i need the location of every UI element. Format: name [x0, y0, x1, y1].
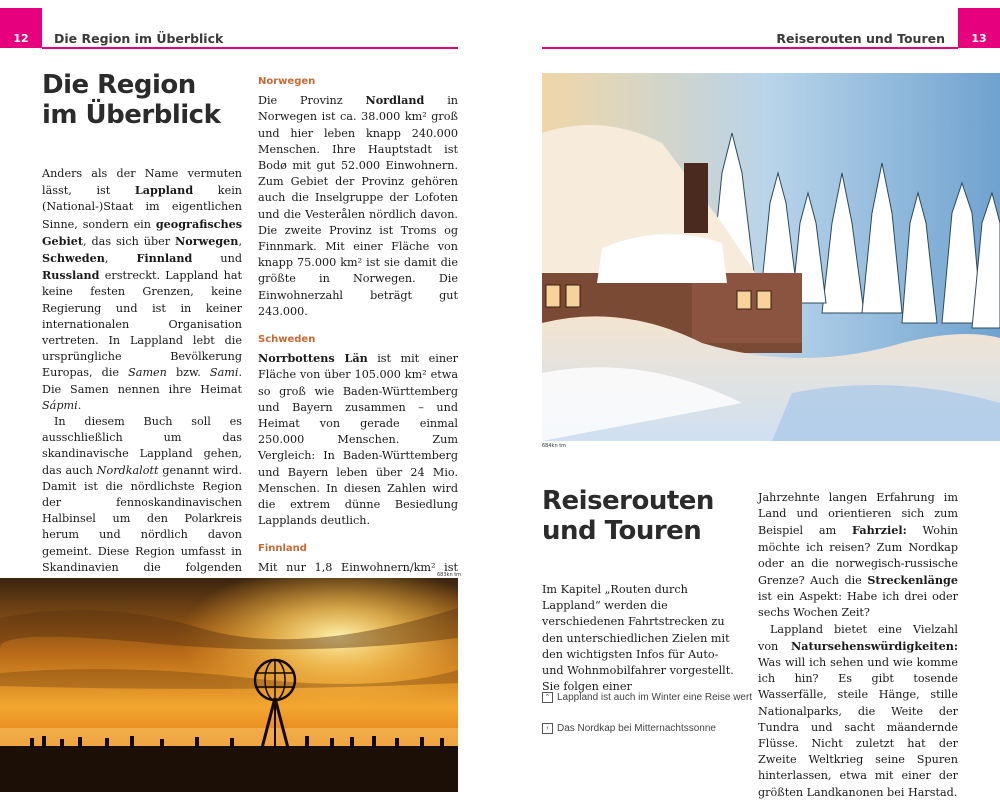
nordkap-sunset-photo [0, 578, 458, 792]
intro-paragraph: Anders als der Name vermuten lässt, ist Lappland kein (National-)Staat im eigentlichen Sinne, sondern ein geografisches Gebiet, das sich über Norwegen, Schweden, Finnland und Russland erstreckt. Lappland hat keine festen Grenzen, keine Regierung und ist in keiner internationalen Organisation vertreten. In Lappland lebt die ursprüngliche Bevölkerung Europas, die Samen bzw. Sami. Die Samen nennen ihre Heimat Sápmi. [42, 167, 242, 412]
travel-goals-paragraph: Jahrzehnte langen Erfahrung im Land und orientieren sich zum Beispiel am Fahrziel: Wohin möchte ich reisen? Zum Nordkap oder an die norwegisch-russische Grenze? Auch die Streckenlänge ist ein Aspekt: Habe ich drei oder sechs Wochen Zeit? [758, 491, 958, 620]
caption-nordkap-text: Das Nordkap bei Mitternachtssonne [557, 723, 716, 734]
region-paragraph: In diesem Buch soll es ausschließlich um das skandinavische Lappland gehen, das auch Nordkalott genannt wird. Damit ist die nördlichste Region der fennoskandinavischen Halbinsel um den Polarkreis herum und nördlich davon gemeint. Diese Region umfasst in Skandinavien die folgenden [42, 415, 242, 574]
finnland-paragraph: Mit nur 1,8 Einwohnern/km² ist [258, 560, 458, 574]
schweden-paragraph: Norrbottens Län ist mit einer Fläche von über 105.000 km² etwa so groß wie Baden-Württemberg und Bayern zusammen – und Heimat von gerade einmal 250.000 Menschen. Zum Vergleich: In Baden-Württemberg und Bayern leben über 24 Mio. Menschen. In diesen Zahlen wird die extrem dünne Besiedlung Lapplands deutlich. [258, 351, 458, 528]
section-title-right-line1: Reiserouten [542, 486, 714, 516]
norwegen-paragraph: Die Provinz Nordland in Norwegen ist ca. 38.000 km² groß und hier leben knapp 240.000 Menschen. Ihre Hauptstadt ist Bodø mit gut 52.000 Einwohnern. Zum Gebiet der Provinz gehören auch die Inselgruppe der Lofoten und die Vesterålen nördlich davon. Die zweite Provinz ist Troms og Finnmark. Mit einer Fläche von knapp 75.000 km² ist sie damit die größte in Norwegen. Die Einwohnerzahl beträgt gut 243.000. [258, 93, 458, 318]
page-number-right: 13 [958, 8, 1000, 48]
page-number-left: 12 [0, 8, 42, 48]
arrow-up-icon: ⌃ [542, 692, 553, 703]
right-column-intro [542, 582, 742, 695]
section-title-right-line2: und Touren [542, 516, 702, 546]
section-title-right [542, 486, 714, 546]
photo-credit-nordkap: 683kn tm [437, 572, 462, 578]
section-title-left-line2: im Überblick [42, 100, 221, 130]
sights-paragraph: Lappland bietet eine Vielzahl von Natursehenswürdigkeiten: Was will ich sehen und wie komme ich hin? Es gibt tosende Wasserfälle, steile Hänge, stille Nationalparks, die Weite der Tundra und sacht mäandernde Flüsse. Nicht zuletzt hat der Zweite Weltkrieg seine Spuren hinterlassen, etwa mit einer der größten Landkanonen bei Harstad. [758, 622, 958, 799]
caption-winter [542, 692, 752, 703]
winter-cabin-photo [542, 73, 1000, 441]
routes-intro-paragraph: Im Kapitel „Routen durch Lappland“ werden die verschiedenen Fahrtstrecken zu den unterschiedlichen Zielen mit den wichtigsten Infos für Auto- und Wohnmobilfahrer vorgestellt. Sie folgen einer [542, 583, 734, 694]
header-rule-left [42, 47, 458, 49]
heading-schweden: Schweden [258, 334, 316, 346]
heading-norwegen: Norwegen [258, 76, 316, 87]
section-title-left-line1: Die Region [42, 70, 196, 100]
section-title-left [42, 70, 220, 130]
running-head-right: Reiserouten und Touren [776, 31, 945, 46]
heading-finnland: Finnland [258, 543, 307, 555]
caption-winter-text: Lappland ist auch im Winter eine Reise wert [557, 692, 753, 703]
running-head-left: Die Region im Überblick [54, 31, 224, 46]
header-rule-right [542, 47, 958, 49]
caption-nordkap [542, 723, 716, 734]
photo-credit-cabin: 684kn tm [542, 443, 567, 449]
right-column-text [758, 490, 958, 801]
arrow-left-icon: ‹ [542, 723, 553, 734]
